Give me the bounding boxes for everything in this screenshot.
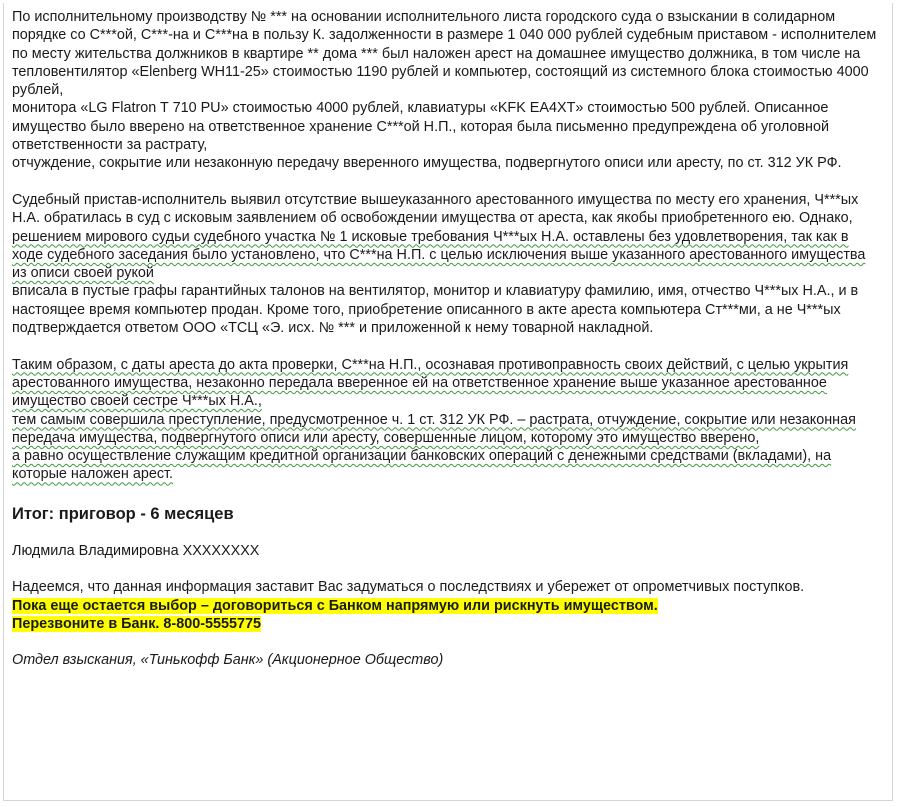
closing-text: Надеемся, что данная информация заставит Вас задуматься о последствиях и убережет от опрометчивых поступков. xyxy=(12,579,805,596)
text-line: решением мирового судьи судебного участка № 1 исковые требования Ч***ых Н.А. оставлены без удовлетворения, так как в ходе судебного заседания было установлено, что С***на Н.П. с целью исключения выше указанного арестованного имущества из описи своей рукой xyxy=(12,228,866,282)
text-line: а равно осуществление служащим кредитной организации банковских операций с денежными средствами (вкладами), на которые наложен арест. xyxy=(12,448,832,483)
paragraph-enforcement xyxy=(12,8,878,173)
spacer xyxy=(12,560,878,578)
spacer xyxy=(12,484,878,502)
highlight-phone: Перезвоните в Банк. 8-800-5555775 xyxy=(12,615,262,632)
spacer xyxy=(12,173,878,191)
highlight-line xyxy=(12,597,878,615)
text-line: подтверждается ответом ООО «ТСЦ «Э. исх. № *** и приложенной к нему товарной накладной. xyxy=(12,320,654,337)
spacer xyxy=(12,523,878,541)
text-line: тем самым совершила преступление, предусмотренное ч. 1 ст. 312 УК РФ. – растрата, отчуждение, сокрытие или незаконная передача имущества, подвергнутого описи или аресту, совершенные лицом, которому это имущество вверено, xyxy=(12,411,856,446)
highlight-line xyxy=(12,615,878,633)
highlight-choice: Пока еще остается выбор – договориться с Банком напрямую или рискнуть имуществом. xyxy=(12,597,658,614)
spacer xyxy=(12,337,878,355)
text-line: вписала в пустые графы гарантийных талонов на вентилятор, монитор и клавиатуру фамилию, имя, отчество Ч***ых Н.А., и в настоящее время компьютер продан. Кроме того, приобретение описанного в акте ареста компьютера Ст***ми, а не Ч***ых xyxy=(12,283,859,318)
text-line: отчуждение, сокрытие или незаконную передачу вверенного имущества, подвергнутого описи или аресту, по ст. 312 УК РФ. xyxy=(12,155,842,172)
text-line: по месту жительства должников в квартире ** дома *** был наложен арест на домашнее имущество должника, в том числе на тепловентилятор «Elenberg WH11-25» стоимостью 1190 рублей и компьютер, состоящий из системного блока стоимостью 4000 рублей, xyxy=(12,45,869,99)
text-line: По исполнительному производству № *** на основании исполнительного листа городского суда о взыскании в солидарном порядке со С***ой, С***-на и С***на в пользу К. задолженности в размере 1 040 000 рублей судебным приставом - исполнителем xyxy=(12,9,877,44)
text-line: Таким образом, с даты ареста до акта проверки, С***на Н.П., осознавая противоправность своих действий, с целью укрытия арестованного имущества, незаконно передала вверенное ей на ответственное хранение выше указанное арестованное имущество своей сестре Ч***ых Н.А., xyxy=(12,356,849,410)
spacer xyxy=(12,633,878,651)
verdict-heading: Итог: приговор - 6 месяцев xyxy=(12,505,234,524)
paragraph-bailiff xyxy=(12,191,878,337)
paragraph-conclusion xyxy=(12,356,878,484)
letter-document xyxy=(3,3,893,801)
text-line: монитора «LG Flatron T 710 PU» стоимостью 4000 рублей, клавиатуры «KFK EA4XT» стоимостью 500 рублей. Описанное имущество было вверено на ответственное хранение С***ой Н.П., которая была письменно предупреждена об уголовной ответственности за растрату, xyxy=(12,100,830,154)
footer-signature: Отдел взыскания, «Тинькофф Банк» (Акционерное Общество) xyxy=(12,652,444,669)
signer-name: Людмила Владимировна ХХХХХХХХ xyxy=(12,542,260,559)
text-line: Судебный пристав-исполнитель выявил отсутствие вышеуказанного арестованного имущества по месту его хранения, Ч***ых Н.А. обратилась в суд с исковым заявлением об освобождении имущества от ареста, как якобы приобретенного ею. Однако, xyxy=(12,191,859,227)
